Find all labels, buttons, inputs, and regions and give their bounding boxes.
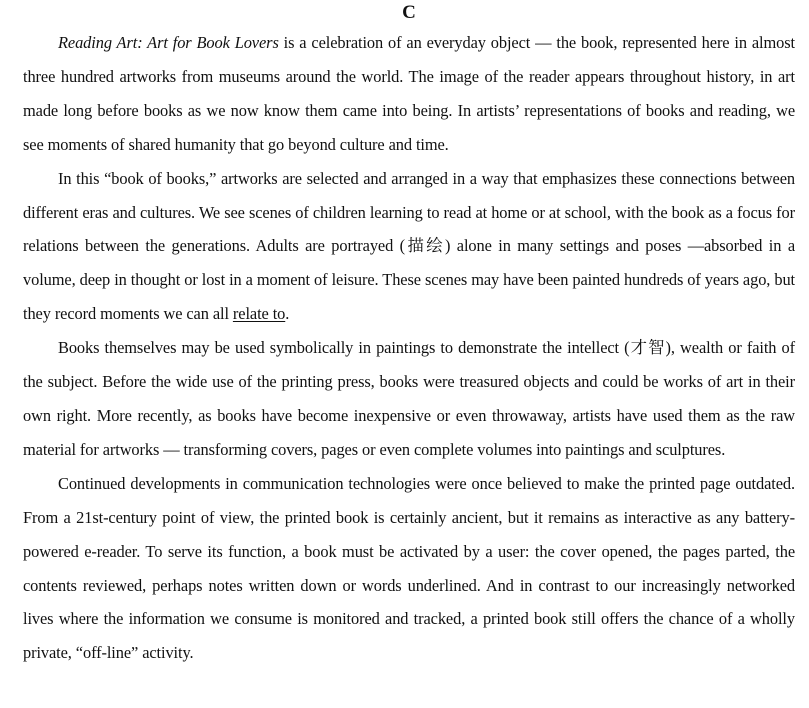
passage-title: C — [402, 2, 416, 23]
paragraph-1-text: is a celebration of an everyday object — the book, represented here in almost three hundred artworks from museums around the world. The image of the reader appears throughout history, in art made long before books as we now know them came into being. In artists’ representations of books and reading, we see moments of shared humanity that go beyond culture and time. — [23, 33, 795, 154]
paragraph-2-text-before: In this “book of books,” artworks are selected and arranged in a way that emphasizes these connections between different eras and cultures. We see scenes of children learning to read at home or at school, with the book as a focus for relations between the generations. Adults are portrayed (描绘) alone in many settings and poses —absorbed in a volume, deep in thought or lost in a moment of leisure. These scenes may have been painted hundreds of years ago, but they record moments we can all — [23, 168, 795, 324]
passage-page — [23, 0, 795, 670]
paragraph-4: Continued developments in communication technologies were once believed to make the printed page outdated. From a 21st-century point of view, the printed book is certainly ancient, but it remains as interactive as any battery-powered e-reader. To serve its function, a book must be activated by a user: the cover opened, the pages parted, the contents reviewed, perhaps notes written down or words underlined. And in contrast to our increasingly networked lives where the information we consume is monitored and tracked, a printed book still offers the chance of a wholly private, “off-line” activity. — [23, 473, 795, 663]
paragraph-2-text-after: . — [285, 304, 290, 324]
book-title: Reading Art: Art for Book Lovers — [58, 33, 279, 52]
paragraph-2 — [23, 162, 795, 332]
paragraph-3: Books themselves may be used symbolically in paintings to demonstrate the intellect (才智), wealth or faith of the subject. Before the wide use of the printing press, books were treasured objects and could be works of art in their own right. More recently, as books have become inexpensive or even throwaway, artists have used them as the raw material for artworks — transforming covers, pages or even complete volumes into paintings and sculptures. — [23, 338, 795, 459]
underlined-phrase: relate to — [232, 304, 286, 324]
paragraph-1 — [23, 26, 795, 162]
